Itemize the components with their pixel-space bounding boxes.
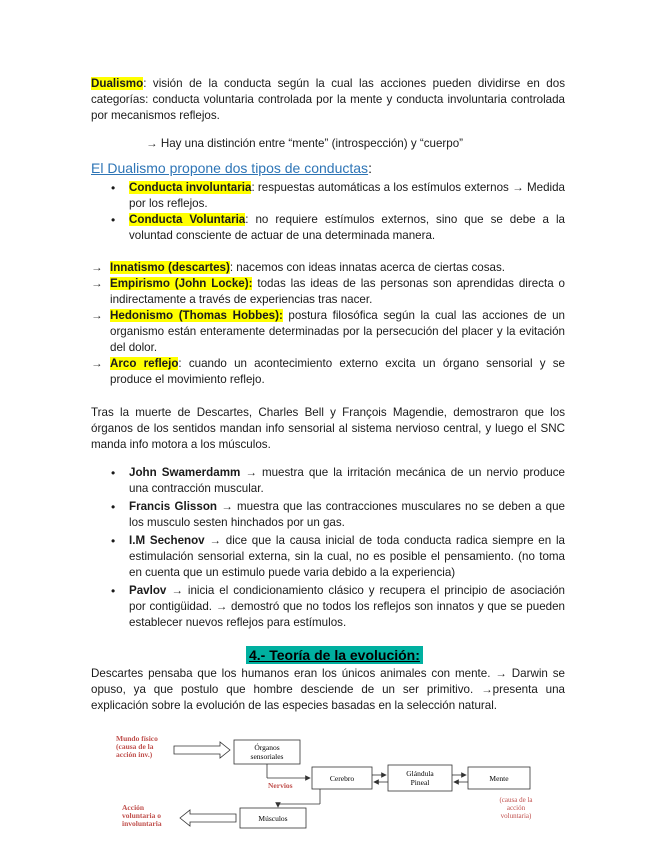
cientifico-name: John Swamerdamm — [129, 466, 241, 479]
section-4-title-text: 4.- Teoría de la evolución: — [249, 647, 420, 663]
tipos-text: : respuestas automáticas a los estímulos externos → Medida por los reflejos. — [129, 181, 565, 210]
arrow-icon: → — [91, 309, 103, 322]
concepto-term: Hedonismo (Thomas Hobbes): — [110, 309, 283, 322]
concepto-term: Empirismo (John Locke): — [110, 277, 253, 290]
cientifico-name: Francis Glisson — [129, 500, 217, 513]
tipos-heading — [91, 160, 372, 176]
list-item — [111, 180, 565, 212]
hollow-arrow-in — [174, 742, 230, 758]
tipos-list — [111, 180, 565, 244]
arrow-icon: → — [91, 277, 103, 290]
tipos-term: Conducta involuntaria — [129, 181, 252, 194]
concepto-text: : cuando un acontecimiento externo excita un órgano sensorial y se produce el movimiento reflejo. — [110, 357, 565, 386]
concepto-innatismo — [91, 260, 565, 276]
concepto-term: Innatismo (descartes) — [110, 261, 230, 274]
tipos-heading-colon: : — [368, 160, 372, 176]
list-item — [111, 533, 565, 581]
concepto-hedonismo — [91, 308, 565, 356]
dualismo-paragraph — [91, 76, 565, 124]
dualismo-text: : visión de la conducta según la cual las acciones pueden dividirse en dos categorías: conducta voluntaria controlada por la mente y conducta involuntaria controlada por mecanismos reflejos. — [91, 77, 565, 122]
cientifico-text: → dice que la causa inicial de toda conducta radica siempre en la estimulación sensorial externa, sin la cual, no es posible el pensamiento. (no toma en cuenta que un estimulo puede varia debido a la experiencia) — [129, 534, 565, 579]
mente-causa-label-0: (causa de la — [499, 796, 533, 804]
tipos-text: : no requiere estímulos externos, sino que se debe a la voluntad consciente de actuar de una determinada manera. — [129, 213, 565, 242]
concepto-text: : nacemos con ideas innatas acerca de ciertas cosas. — [229, 261, 506, 274]
concepto-term: Arco reflejo — [110, 357, 179, 370]
mente-label: Mente — [489, 774, 509, 783]
arrow-icon: → — [91, 357, 103, 370]
bullet-icon: • — [111, 213, 116, 227]
mundo-fisico-label-2: acción inv.) — [116, 750, 153, 759]
list-item — [111, 499, 565, 531]
nervios-label: Nervios — [268, 781, 293, 790]
dualismo-note: → Hay una distinción entre “mente” (introspección) y “cuerpo” — [146, 137, 464, 150]
musculos-label: Músculos — [258, 814, 288, 823]
accion-label-1: voluntaria o — [122, 811, 161, 820]
bullet-icon: • — [111, 500, 116, 514]
list-item — [111, 465, 566, 497]
mundo-fisico-label-1: (causa de la — [116, 742, 154, 751]
mente-causa-label-2: voluntaria) — [500, 812, 532, 820]
concepto-text: postura filosófica según la cual las acciones de un organismo están enteramente determinadas por la persecución del placer y la evitación del dolor. — [110, 309, 565, 354]
bullet-icon: • — [111, 181, 116, 195]
reflex-diagram — [110, 730, 560, 836]
organos-label-1: sensoriales — [250, 752, 284, 761]
section-4-title — [246, 646, 423, 664]
cientifico-text: → inicia el condicionamiento clásico y recupera el principio de asociación por contigüidad. → demostró que no todos los reflejos son innatos y que se pueden establecer nuevos reflejos para estímulos. — [129, 584, 565, 629]
cientifico-name: I.M Sechenov — [129, 534, 205, 547]
bullet-icon: • — [111, 466, 116, 480]
accion-label-0: Acción — [122, 803, 145, 812]
hollow-arrow-out — [180, 810, 236, 826]
cientificos-list — [111, 465, 566, 631]
concepto-text: todas las ideas de las personas son aprendidas directa o indirectamente a través de experiencias tras nacer. — [110, 277, 565, 306]
tipos-term: Conducta Voluntaria — [129, 213, 246, 226]
list-item — [111, 212, 565, 244]
dualismo-term: Dualismo — [91, 77, 144, 90]
cientifico-name: Pavlov — [129, 584, 167, 597]
organos-label-0: Órganos — [254, 743, 280, 752]
cientifico-text: → muestra que la irritación mecánica de un nervio produce una contracción muscular. — [129, 466, 566, 495]
tipos-heading-text: El Dualismo propone dos tipos de conductas — [91, 160, 369, 176]
mente-causa-label-1: acción — [506, 804, 526, 812]
section-4-paragraph: Descartes pensaba que los humanos eran los únicos animales con mente. → Darwin se opuso, ya que postulo que hombre desciende de un ser primitivo. →presenta una explicación sobre la evolución de las especies basadas en la selección natural. — [91, 667, 565, 712]
glandula-label-0: Glándula — [406, 769, 434, 778]
cientifico-text: → muestra que las contracciones musculares no se deben a que los musculo sesten hinchados por un gas. — [129, 500, 565, 529]
list-item — [111, 583, 565, 631]
arrow-icon: → — [91, 261, 103, 274]
cerebro-label: Cerebro — [329, 774, 355, 783]
bullet-icon: • — [111, 534, 116, 548]
concepto-arco-reflejo — [91, 356, 565, 388]
historia-paragraph: Tras la muerte de Descartes, Charles Bell y François Magendie, demostraron que los órganos de los sentidos mandan info sensorial al sistema nervioso central, y luego el SNC manda info motora a los músculos. — [91, 406, 565, 451]
concepto-empirismo — [91, 276, 565, 308]
accion-label-2: involuntaria — [122, 819, 162, 828]
bullet-icon: • — [111, 584, 116, 598]
mundo-fisico-label-0: Mundo físico — [116, 734, 158, 743]
glandula-label-1: Pineal — [410, 778, 430, 787]
